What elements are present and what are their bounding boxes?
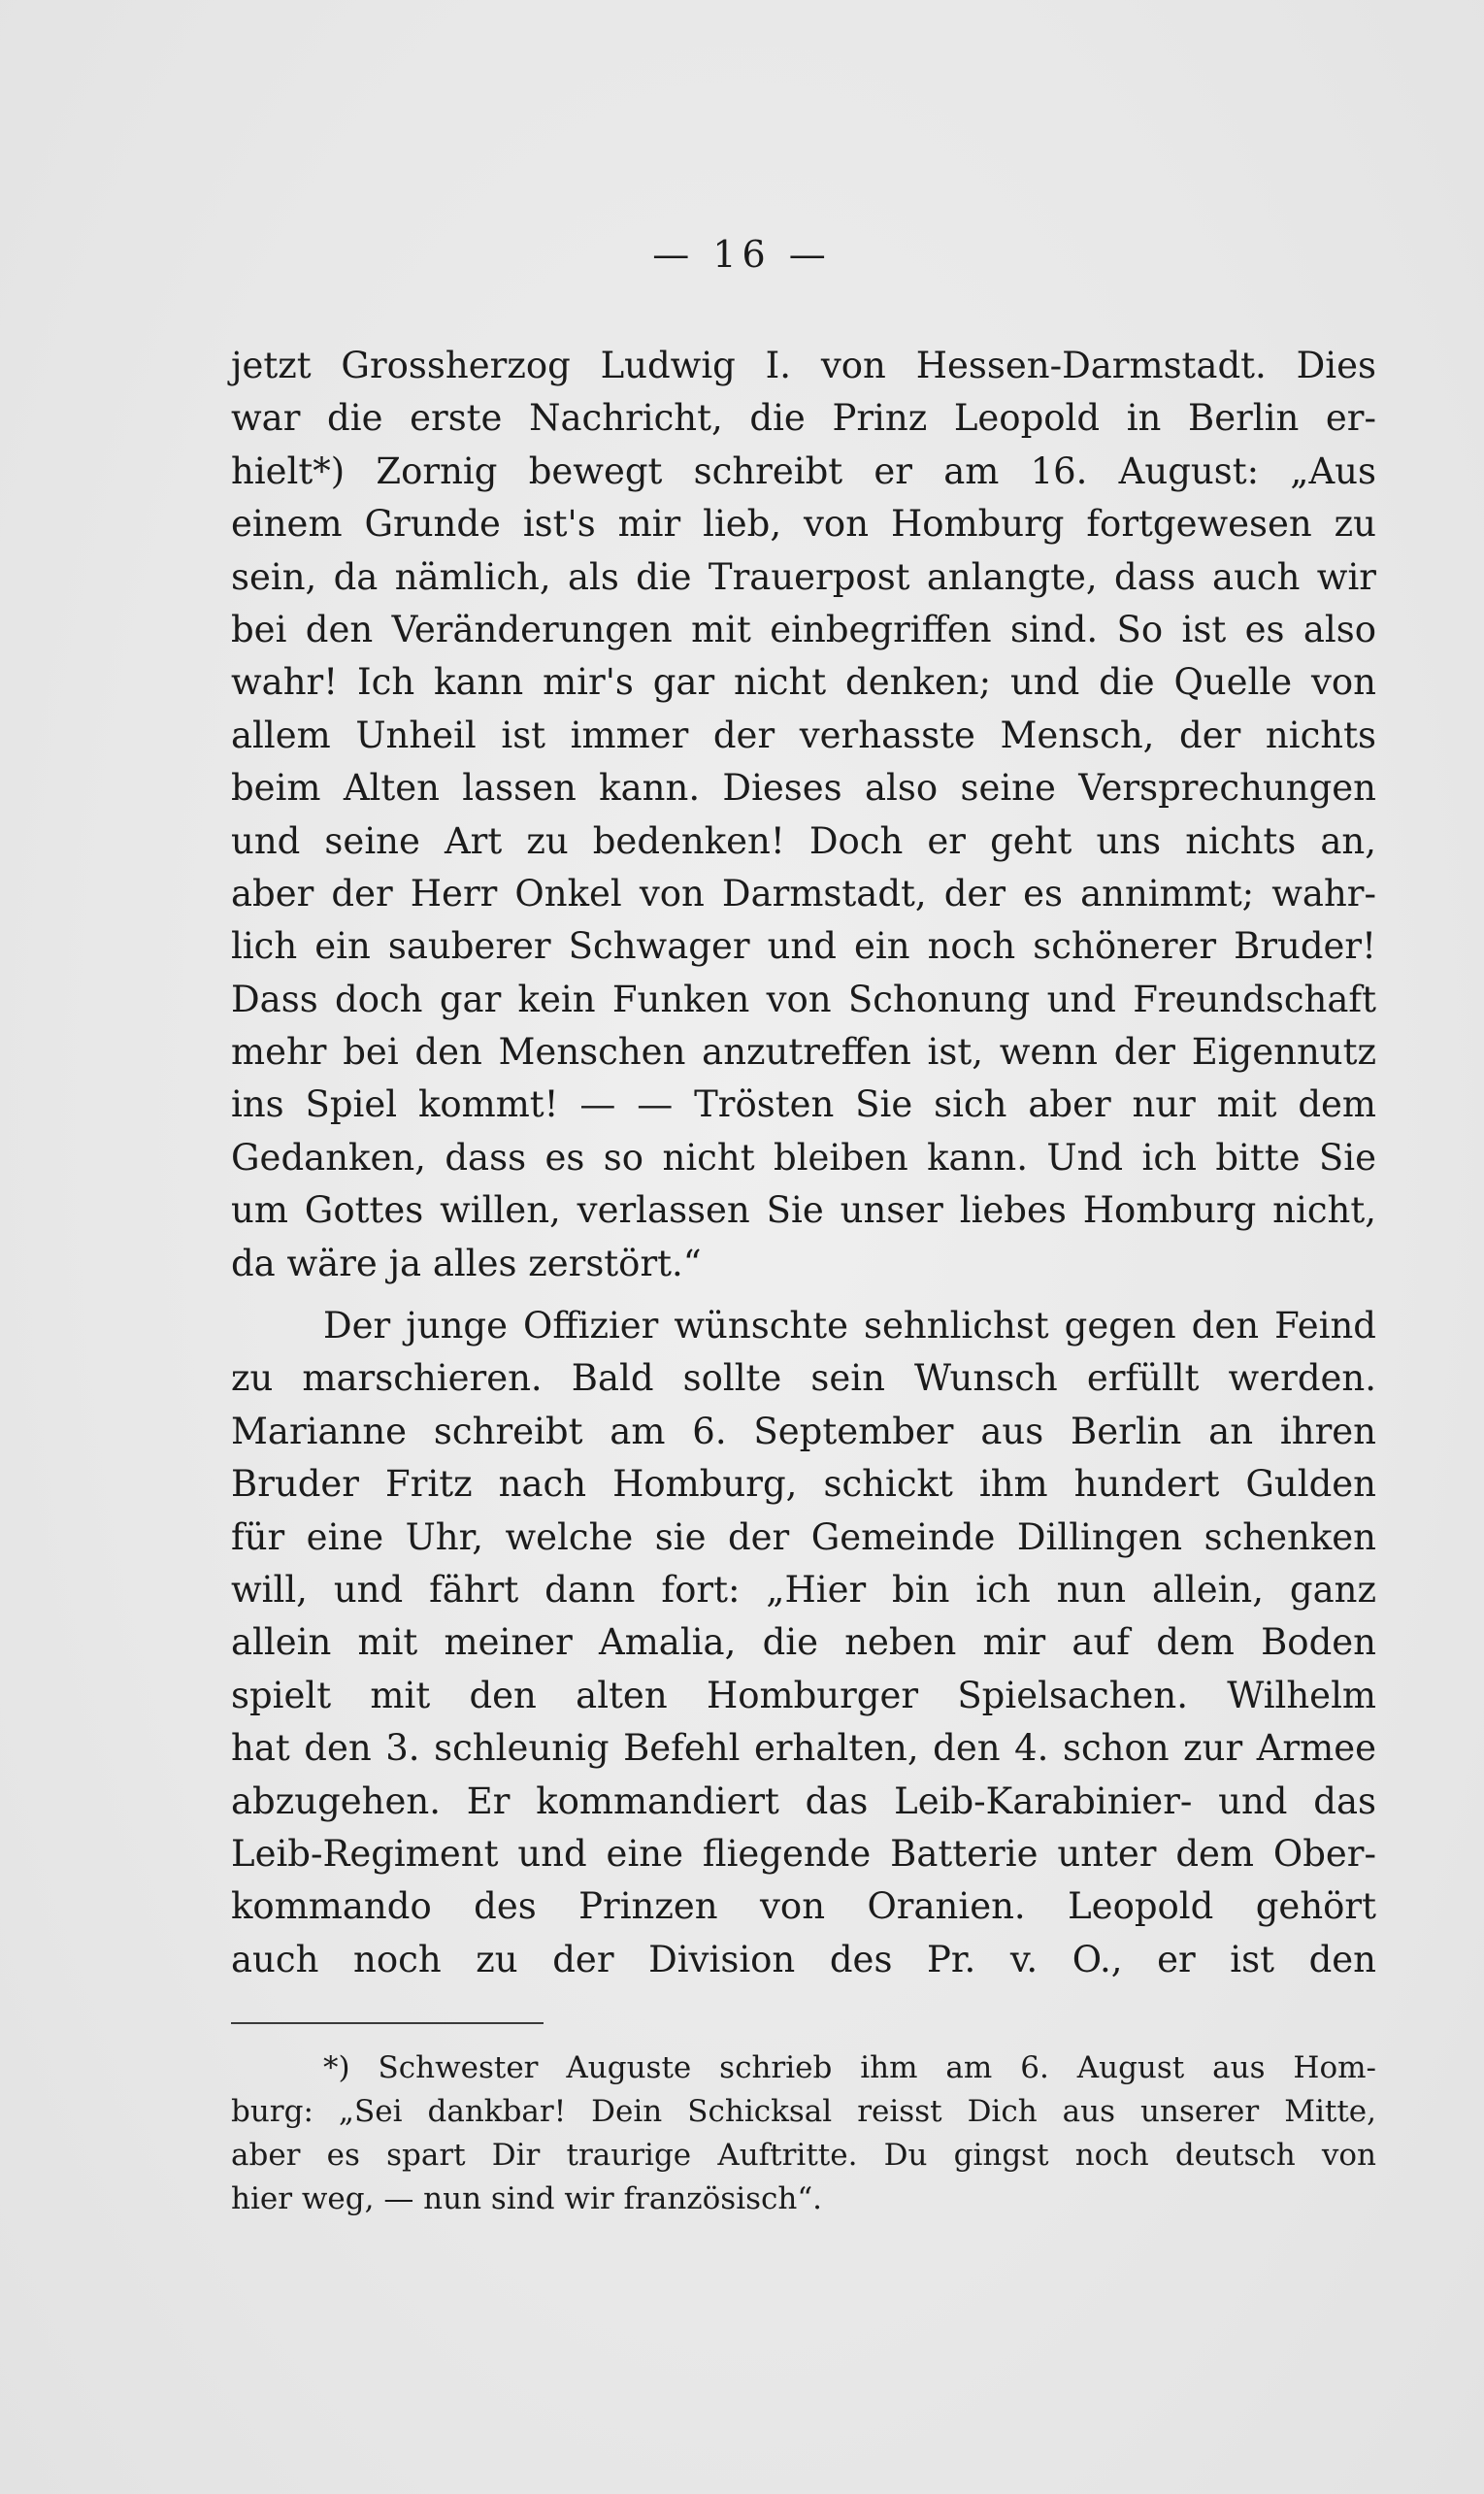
text-line: kommando des Prinzen von Oranien. Leopold gehört [231,1885,1376,1928]
text-line: abzugehen. Er kommandiert das Leib-Karabinier- und das [231,1779,1376,1822]
text-line: bei den Veränderungen mit einbegriffen sind. So ist es also [231,608,1376,650]
text-line: da wäre ja alles zerstört.“ [231,1242,702,1284]
text-line: einem Grunde ist's mir lieb, von Homburg fortgewesen zu [231,503,1376,546]
text-line: war die erste Nachricht, die Prinz Leopold in Berlin er- [231,397,1376,440]
text-line: und seine Art zu bedenken! Doch er geht uns nichts an, [231,819,1376,862]
text-line: sein, da nämlich, als die Trauerpost anlangte, dass auch wir [231,555,1376,598]
text-line: Dass doch gar kein Funken von Schonung und Freundschaft [231,978,1376,1020]
text-line: Der junge Offizier wünschte sehnlichst gegen den Feind [323,1305,1376,1347]
main-text [231,340,1376,1986]
text-line: Bruder Fritz nach Homburg, schickt ihm hundert Gulden [231,1463,1376,1506]
text-line: mehr bei den Menschen anzutreffen ist, wenn der Eigennutz [231,1031,1376,1074]
text-line: hat den 3. schleunig Befehl erhalten, den 4. schon zur Armee [231,1727,1376,1770]
text-line: wahr! Ich kann mir's gar nicht denken; und die Quelle von [231,661,1376,704]
footnote [231,2046,1376,2221]
text-line: hielt*) Zornig bewegt schreibt er am 16. August: „Aus [231,449,1376,492]
text-line: allein mit meiner Amalia, die neben mir auf dem Boden [231,1621,1376,1664]
text-line: lich ein sauberer Schwager und ein noch schönerer Bruder! [231,925,1376,968]
text-line: beim Alten lassen kann. Dieses also seine Versprechungen [231,767,1376,810]
text-line: jetzt Grossherzog Ludwig I. von Hessen-Darmstadt. Dies [231,345,1376,386]
text-line: zu marschieren. Bald sollte sein Wunsch erfüllt werden. [231,1357,1376,1400]
footnote-line: aber es spart Dir traurige Auftritte. Du gingst noch deutsch von [231,2138,1376,2173]
text-line: spielt mit den alten Homburger Spielsachen. Wilhelm [231,1674,1376,1716]
text-line: Leib-Regiment und eine fliegende Batterie unter dem Ober- [231,1832,1376,1875]
footnote-separator [231,2022,544,2024]
text-line: aber der Herr Onkel von Darmstadt, der es annimmt; wahr- [231,872,1376,914]
page-number: — 16 — [652,233,832,276]
text-line: um Gottes willen, verlassen Sie unser liebes Homburg nicht, [231,1189,1376,1232]
text-line: für eine Uhr, welche sie der Gemeinde Dillingen schenken [231,1515,1376,1558]
text-line: Marianne schreibt am 6. September aus Berlin an ihren [231,1410,1376,1452]
footnote-line: *) Schwester Auguste schrieb ihm am 6. August aus Hom- [323,2050,1376,2085]
text-line: will, und fährt dann fort: „Hier bin ich nun allein, ganz [231,1568,1376,1611]
footnote-line: hier weg, — nun sind wir französisch“. [231,2181,823,2216]
text-line: auch noch zu der Division des Pr. v. O., er ist den [231,1938,1376,1980]
footnote-line: burg: „Sei dankbar! Dein Schicksal reisst Dich aus unserer Mitte, [231,2094,1376,2129]
paragraph-gap [231,1290,1376,1300]
text-line: Gedanken, dass es so nicht bleiben kann. Und ich bitte Sie [231,1136,1376,1179]
text-line: allem Unheil ist immer der verhasste Mensch, der nichts [231,714,1376,756]
text-line: ins Spiel kommt! — — Trösten Sie sich aber nur mit dem [231,1083,1376,1126]
